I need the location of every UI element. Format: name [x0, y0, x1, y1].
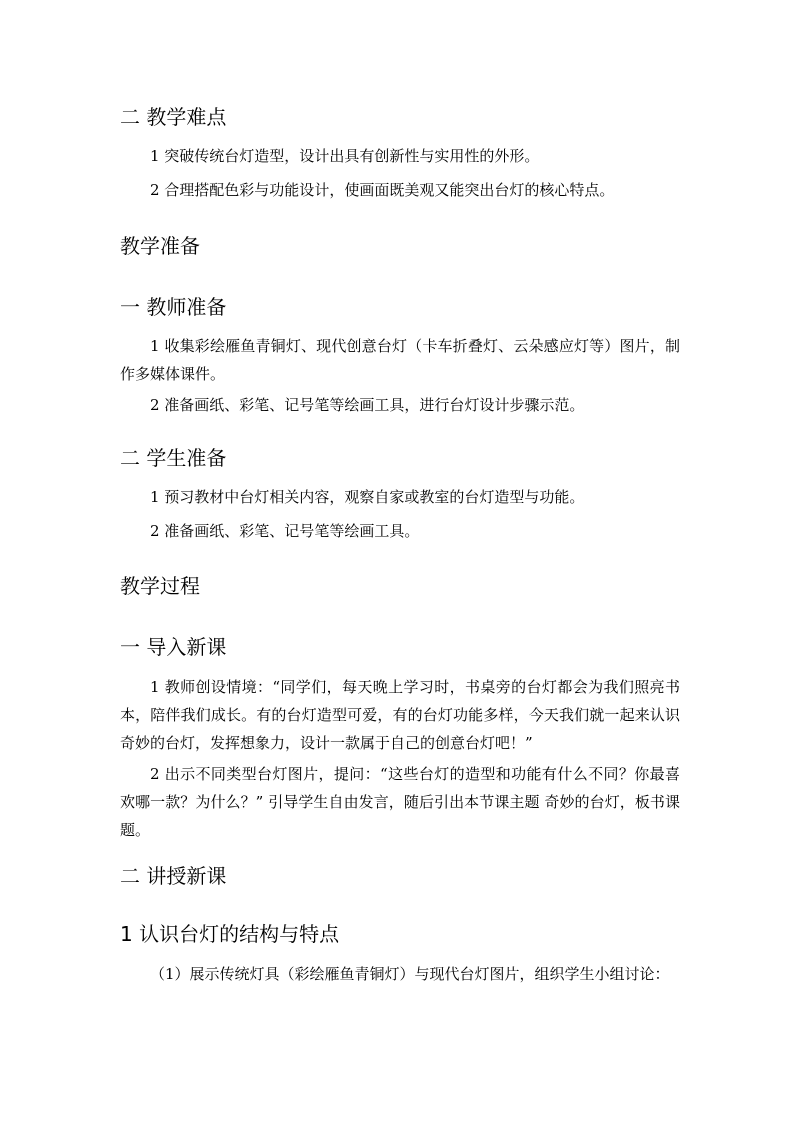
- difficulty-item-1: 1 突破传统台灯造型，设计出具有创新性与实用性的外形。: [150, 147, 540, 165]
- lamp-structure-item-1: （1）展示传统灯具（彩绘雁鱼青铜灯）与现代台灯图片，组织学生小组讨论：: [150, 965, 670, 983]
- heading-teacher-preparation: 一 教师准备: [120, 295, 227, 319]
- teacher-prep-item-2: 2 准备画纸、彩笔、记号笔等绘画工具，进行台灯设计步骤示范。: [150, 396, 585, 414]
- intro-item-2: 2 出示不同类型台灯图片，提问：“这些台灯的造型和功能有什么不同？你最喜欢哪一款？为什么？” 引导学生自由发言，随后引出本节课主题 奇妙的台灯，板书课题。: [120, 765, 680, 839]
- heading-intro-new-lesson: 一 导入新课: [120, 635, 227, 659]
- heading-teaching-difficulty: 二 教学难点: [120, 105, 227, 129]
- difficulty-item-2: 2 合理搭配色彩与功能设计，使画面既美观又能突出台灯的核心特点。: [150, 181, 615, 199]
- student-prep-item-2: 2 准备画纸、彩笔、记号笔等绘画工具。: [150, 522, 420, 540]
- heading-teach-new-lesson: 二 讲授新课: [120, 864, 227, 888]
- heading-teaching-process: 教学过程: [120, 574, 200, 598]
- heading-lamp-structure: 1 认识台灯的结构与特点: [120, 922, 340, 946]
- intro-item-1: 1 教师创设情境：“同学们，每天晚上学习时，书桌旁的台灯都会为我们照亮书本，陪伴我们成长。有的台灯造型可爱，有的台灯功能多样，今天我们就一起来认识奇妙的台灯，发挥想象力，设计一款属于自己的创意台灯吧！”: [120, 678, 680, 752]
- heading-student-preparation: 二 学生准备: [120, 446, 227, 470]
- heading-teaching-preparation: 教学准备: [120, 234, 200, 258]
- teacher-prep-item-1: 1 收集彩绘雁鱼青铜灯、现代创意台灯（卡车折叠灯、云朵感应灯等）图片，制作多媒体课件。: [120, 337, 680, 383]
- student-prep-item-1: 1 预习教材中台灯相关内容，观察自家或教室的台灯造型与功能。: [150, 488, 585, 506]
